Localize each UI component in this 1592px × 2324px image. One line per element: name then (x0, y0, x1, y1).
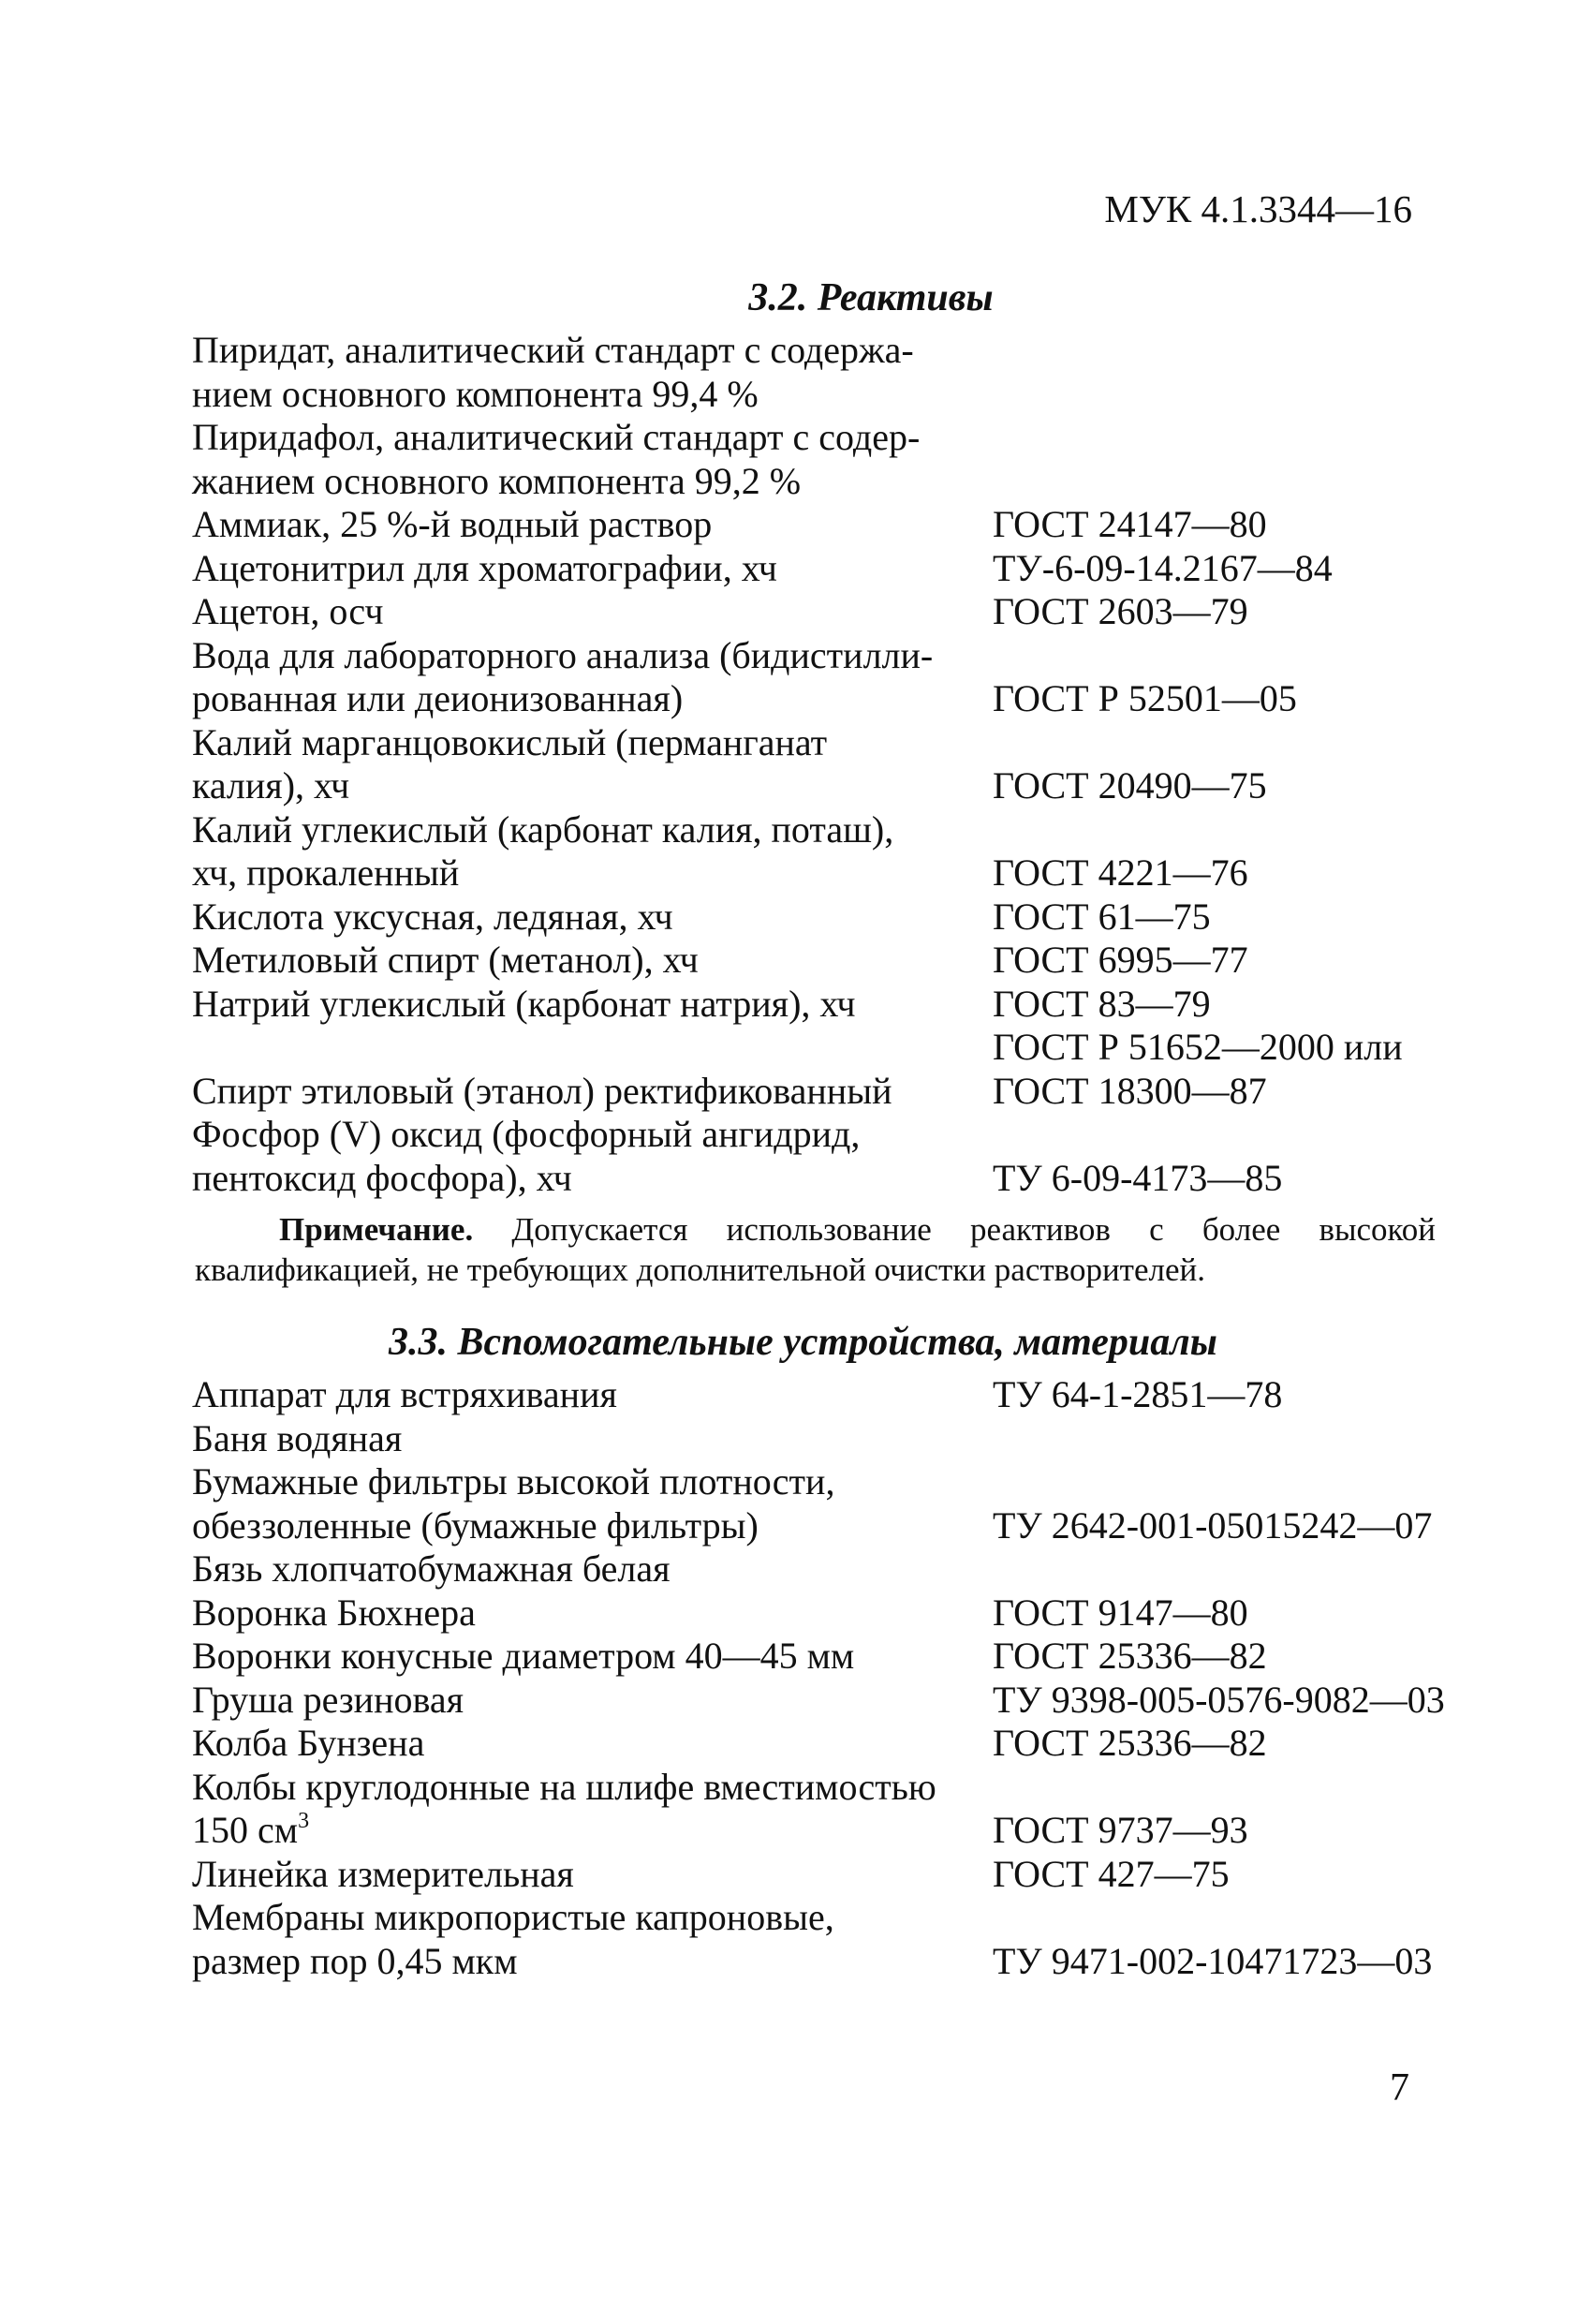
reagent-row (192, 1026, 1447, 1113)
equipment-standard: ГОСТ 25336—82 (993, 1722, 1267, 1764)
reagent-standard: ТУ-6-09-14.2167—84 (993, 546, 1333, 589)
equipment-name: Баня водяная (192, 1416, 403, 1459)
equipment-row (192, 1635, 1447, 1679)
superscript-exponent: 3 (298, 1809, 310, 1833)
reagent-standard: ГОСТ Р 52501—05 (993, 677, 1297, 719)
equipment-standard: ТУ 2642-001-05015242—07 (993, 1503, 1433, 1547)
equipment-standard: ГОСТ 9147—80 (993, 1591, 1248, 1634)
note-text: Допускается использование реактивов с более высокой квалификацией, не требующих дополнительной очистки растворителей. (195, 1211, 1436, 1288)
equipment-name (192, 1766, 993, 1853)
reagent-name: Метиловый спирт (метанол), хч (192, 939, 699, 981)
reagent-row (192, 983, 1447, 1027)
reagent-row (192, 503, 1447, 547)
equipment-standard: ГОСТ 9737—93 (993, 1809, 1248, 1851)
reagent-name: Ацетонитрил для хроматографии, хч (192, 546, 777, 589)
document-code-header: МУК 4.1.3344—16 (1104, 187, 1412, 230)
reagent-row (192, 634, 1447, 721)
equipment-row (192, 1853, 1447, 1897)
reagent-row (192, 590, 1447, 634)
equipment-name-line2: 150 см (192, 1809, 299, 1851)
equipment-row (192, 1591, 1447, 1636)
equipment-standard: ТУ 64-1-2851—78 (993, 1373, 1283, 1415)
reagent-name: Калий углекислый (карбонат калия, поташ), хч, прокаленный (192, 807, 894, 894)
section-reagents (192, 274, 1447, 1290)
reagent-row (192, 416, 1447, 503)
reagent-name: Вода для лабораторного анализа (бидистилли- рованная или деионизованная) (192, 633, 934, 719)
section-auxiliary (192, 1319, 1447, 1983)
section-title-reagents: 3.2. Реактивы (748, 276, 994, 319)
reagent-row (192, 547, 1447, 591)
equipment-name: Воронки конусные диаметром 40—45 мм (192, 1635, 855, 1677)
equipment-row (192, 1722, 1447, 1766)
reagent-standard: ГОСТ 83—79 (993, 982, 1211, 1025)
reagent-standard: ГОСТ 24147—80 (993, 503, 1267, 545)
reagent-row (192, 329, 1447, 416)
equipment-name: Бумажные фильтры высокой плотности, обеззоленные (бумажные фильтры) (192, 1460, 835, 1547)
equipment-name: Воронка Бюхнера (192, 1591, 476, 1634)
reagent-standard: ТУ 6-09-4173—85 (993, 1156, 1283, 1199)
reagent-name: Калий марганцовокислый (перманганат калия), хч (192, 720, 828, 807)
section-title-auxiliary: 3.3. Вспомогательные устройства, материалы (389, 1321, 1217, 1364)
reagent-row (192, 896, 1447, 940)
note-paragraph (192, 1209, 1436, 1290)
equipment-name: Груша резиновая (192, 1678, 464, 1721)
equipment-row (192, 1766, 1447, 1853)
reagent-name: Ацетон, осч (192, 590, 384, 632)
reagent-standard: ГОСТ 61—75 (993, 895, 1211, 938)
equipment-name: Бязь хлопчатобумажная белая (192, 1547, 671, 1590)
reagent-name: Кислота уксусная, ледяная, хч (192, 895, 673, 938)
reagent-name: Пиридат, аналитический стандарт с содержа- нием основного компонента 99,4 % (192, 329, 914, 415)
equipment-name-line1: Колбы круглодонные на шлифе вместимостью (192, 1765, 936, 1808)
reagent-standard: ГОСТ Р 51652—2000 или ГОСТ 18300—87 (993, 1026, 1403, 1112)
reagent-name: Фосфор (V) оксид (фосфорный ангидрид, пентоксид фосфора), хч (192, 1113, 861, 1199)
reagent-standard: ГОСТ 2603—79 (993, 590, 1248, 632)
reagent-row (192, 939, 1447, 983)
equipment-standard: ГОСТ 427—75 (993, 1852, 1230, 1895)
equipment-row (192, 1896, 1447, 1983)
equipment-row (192, 1547, 1447, 1591)
reagent-row (192, 808, 1447, 896)
reagent-name: Пиридафол, аналитический стандарт с содер- жанием основного компонента 99,2 % (192, 416, 921, 502)
reagent-standard: ГОСТ 6995—77 (993, 939, 1248, 981)
reagent-row (192, 1113, 1447, 1200)
equipment-standard: ТУ 9398-005-0576-9082—03 (993, 1678, 1445, 1721)
reagent-row (192, 721, 1447, 808)
note-label: Примечание. (279, 1211, 474, 1248)
equipment-row (192, 1460, 1447, 1547)
reagent-name: Спирт этиловый (этанол) ректификованный (192, 1069, 892, 1112)
equipment-name: Аппарат для встряхивания (192, 1373, 617, 1415)
reagent-standard: ГОСТ 20490—75 (993, 764, 1267, 807)
reagent-name: Натрий углекислый (карбонат натрия), хч (192, 982, 856, 1025)
page-number: 7 (1390, 2066, 1409, 2109)
equipment-name: Линейка измерительная (192, 1852, 574, 1895)
equipment-standard: ТУ 9471-002-10471723—03 (993, 1939, 1433, 1982)
equipment-standard: ГОСТ 25336—82 (993, 1635, 1267, 1677)
reagent-standard: ГОСТ 4221—76 (993, 851, 1248, 894)
equipment-row (192, 1679, 1447, 1723)
reagent-name: Аммиак, 25 %-й водный раствор (192, 503, 713, 545)
equipment-name: Мембраны микропористые капроновые, размер пор 0,45 мкм (192, 1896, 834, 1982)
equipment-name: Колба Бунзена (192, 1722, 425, 1764)
equipment-row (192, 1373, 1447, 1417)
equipment-row (192, 1417, 1447, 1461)
